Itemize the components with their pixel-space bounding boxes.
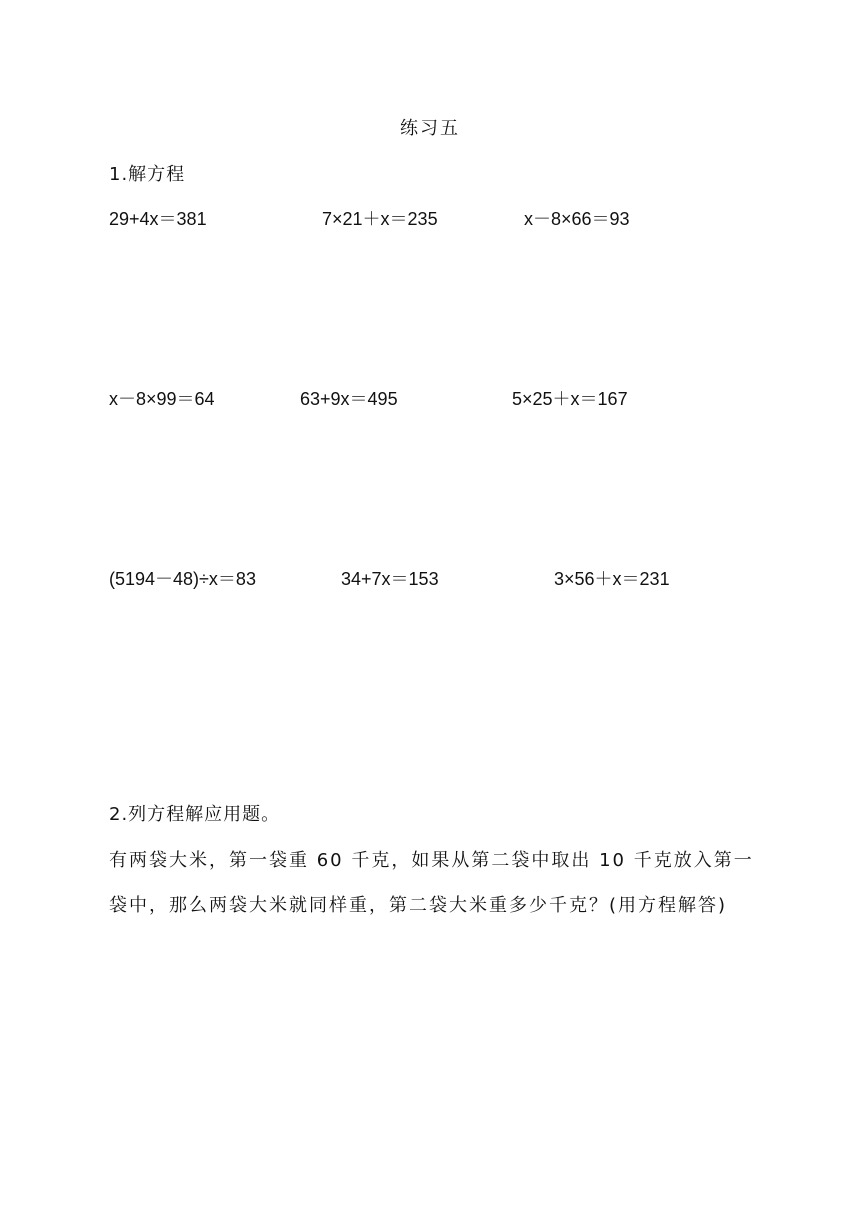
word-problem-line-1: 有两袋大米，第一袋重 60 千克，如果从第二袋中取出 10 千克放入第一 [109,850,754,871]
word-problem-line-2: 袋中，那么两袋大米就同样重，第二袋大米重多少千克？(用方程解答) [109,895,728,916]
equation-1-1: 29+4x＝381 [109,209,207,229]
equation-2-3: 5×25＋x＝167 [512,389,628,409]
section-2-heading: 2.列方程解应用题。 [109,804,281,825]
equation-3-2: 34+7x＝153 [341,569,439,589]
equation-3-3: 3×56＋x＝231 [554,569,670,589]
equation-1-2: 7×21＋x＝235 [322,209,438,229]
section-1-heading: 1.解方程 [109,164,186,185]
equation-2-1: x－8×99＝64 [109,389,215,409]
equation-1-3: x－8×66＝93 [524,209,630,229]
equation-2-2: 63+9x＝495 [300,389,398,409]
page-title: 练习五 [400,118,460,139]
equation-3-1: (5194－48)÷x＝83 [109,569,256,589]
